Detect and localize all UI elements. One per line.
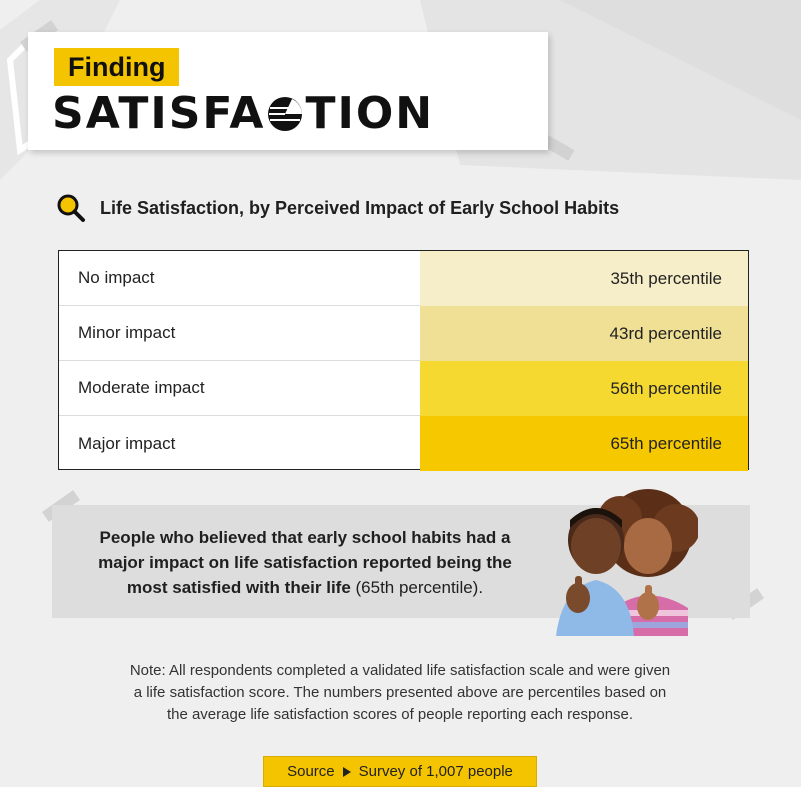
row-label: Major impact <box>78 433 176 453</box>
page-title <box>52 88 434 139</box>
callout-line: People who believed that early school habits had a <box>99 528 511 547</box>
note-line: Note: All respondents completed a validated life satisfaction scale and were given <box>129 662 671 679</box>
kids-photo <box>548 488 698 636</box>
source-label: Source <box>287 763 335 780</box>
footnote <box>60 660 740 726</box>
title-prefix: SATISFA <box>52 88 266 139</box>
title-suffix: TION <box>305 88 435 139</box>
callout-emphasis: most satisfied with their life <box>126 578 351 597</box>
row-value: 56th percentile <box>420 361 748 416</box>
results-table <box>58 250 749 470</box>
row-value: 43rd percentile <box>420 306 748 361</box>
table-row <box>59 306 748 361</box>
section-title: Life Satisfaction, by Perceived Impact of Early School Habits <box>100 197 620 218</box>
magnifier-icon <box>56 193 86 223</box>
source-badge <box>263 756 537 787</box>
finding-tag: Finding <box>54 48 179 86</box>
callout-text <box>70 525 540 600</box>
callout-line <box>70 575 540 600</box>
row-value: 65th percentile <box>420 416 748 471</box>
table-row <box>59 361 748 416</box>
section-heading <box>56 193 619 223</box>
row-label: No impact <box>59 251 420 306</box>
pie-c-icon <box>266 94 304 134</box>
triangle-right-icon <box>343 767 351 777</box>
row-value: 35th percentile <box>420 251 748 306</box>
row-label: Minor impact <box>59 306 420 361</box>
table-row <box>59 251 748 306</box>
row-label: Moderate impact <box>59 361 420 416</box>
callout-plain: (65th percentile). <box>350 578 484 597</box>
callout-line: major impact on life satisfaction reported being the <box>98 553 512 572</box>
note-line: the average life satisfaction scores of people reporting each response. <box>166 706 634 723</box>
source-text: Survey of 1,007 people <box>358 763 513 780</box>
note-line: a life satisfaction score. The numbers presented above are percentiles based on <box>133 684 667 701</box>
table-row <box>59 416 748 471</box>
